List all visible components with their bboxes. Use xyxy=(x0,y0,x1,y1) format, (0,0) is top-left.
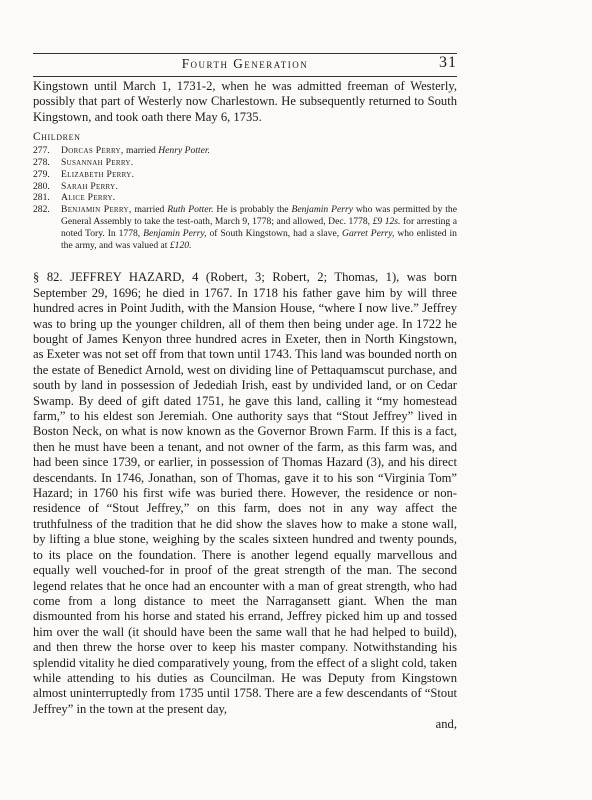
child-text xyxy=(61,204,457,251)
child-name: Elizabeth Perry. xyxy=(61,168,135,180)
child-text xyxy=(61,157,457,169)
child-name: Sarah Perry. xyxy=(61,180,119,192)
catchword: and, xyxy=(435,717,457,732)
child-number: 282. xyxy=(33,204,50,216)
child-text-part: who was permitted by the General Assembly to take the test-oath, March 9, 1778; and allowed, Dec. 1778, xyxy=(61,204,457,227)
child-number: 279. xyxy=(33,168,50,180)
child-italic-part: £120. xyxy=(169,239,192,251)
child-text xyxy=(61,181,457,193)
child-number: 281. xyxy=(33,192,50,204)
page-body xyxy=(33,79,457,733)
children-list xyxy=(33,145,457,251)
child-item xyxy=(33,145,457,157)
child-text xyxy=(61,169,457,181)
child-rest: married xyxy=(126,145,159,157)
child-text-part: who enlisted in the army, and was valued at xyxy=(61,227,457,251)
child-item xyxy=(33,192,457,204)
child-number: 280. xyxy=(33,180,50,192)
child-text xyxy=(61,192,457,204)
child-name: Dorcas Perry, xyxy=(61,145,124,157)
child-item xyxy=(33,181,457,193)
child-item xyxy=(33,169,457,181)
header-top-rule xyxy=(33,53,457,54)
header-bottom-rule xyxy=(33,76,457,77)
child-text-part: for arresting a noted Tory. In 1778, xyxy=(61,216,457,239)
child-item xyxy=(33,157,457,169)
child-text xyxy=(61,145,457,157)
child-item xyxy=(33,204,457,251)
child-number: 277. xyxy=(33,145,50,157)
intro-paragraph: Kingstown until March 1, 1731-2, when he was admitted freeman of Westerly, possibly that part of Westerly now Charlestown. He subsequently returned to South Kingstown, and took oath there May 6, 1735. xyxy=(33,79,457,124)
running-head: Fourth Generation xyxy=(181,56,309,71)
section-82 xyxy=(33,270,457,732)
child-name: Alice Perry. xyxy=(61,192,116,204)
child-italic-part: Ruth Potter. xyxy=(167,204,214,216)
child-name: Benjamin Perry, xyxy=(61,204,132,216)
child-text-part: of South Kingstown, had a slave, xyxy=(206,227,343,239)
child-italic-part: Benjamin Perry xyxy=(291,204,353,216)
child-italic-part: Garret Perry, xyxy=(342,227,395,239)
child-number: 278. xyxy=(33,157,50,169)
page-header xyxy=(33,55,457,75)
child-text-part: married xyxy=(134,204,168,216)
child-italic-part: £9 12s. xyxy=(372,216,401,227)
section-paragraph: § 82. JEFFREY HAZARD, 4 (Robert, 3; Robert, 2; Thomas, 1), was born September 29, 1696; he died in 1767. In 1718 his father gave him by will three hundred acres in Point Judith, with the Mansion House, “where I now live.” Jeffrey was to bring up the younger children, all of them then being under age. In 1722 he bought of James Kenyon three hundred acres in Exeter, then in North Kingstown, as Exeter was not set off from that town until 1743. This land was bounded north on the estate of Benedict Arnold, west on dividing line of Pettaquamscut purchase, and south by land in possession of Jedediah Irish, east by undivided land, or on Cedar Swamp. By deed of gift dated 1751, he gave this land, calling it “my homestead farm,” to his eldest son Jeremiah. One authority says that “Stout Jeffrey” lived in Boston Neck, on what is now known as the Governor Brown Farm. If this is a fact, then he must have been a tenant, and not owner of the farm, as this farm was, and had been since 1739, or earlier, in possession of Thomas Hazard (3), and his direct descendants. In 1746, Jonathan, son of Thomas, gave it to his son “Virginia Tom” Hazard; in 1760 his first wife was buried there. However, the residence or non-residence of “Stout Jeffrey,” on this farm, does not in any way affect the truthfulness of the tradition that he did show the slaves how to make a stone wall, by lifting a blue stone, weighing by the scales sixteen hundred and twenty pounds, to its place on the foundation. There is another legend equally marvellous and equally well vouched-for in proof of the great strength of the man. The second legend relates that he once had an encounter with a man of great strength, who had come from a long distance to meet the Narragansett giant. When the man dismounted from his horse and stated his errand, Jeffrey picked him up and tossed him over the wall (it should have been the same wall that he had helped to build), and then threw the horse over to keep his master company. Notwithstanding his splendid vitality he died comparatively young, from the effect of a slight cold, taken while attending to his duties as Councilman. He was Deputy from Kingstown almost uninterruptedly from 1735 until 1758. There are a few descendants of “Stout Jeffrey” in the town at the present day, xyxy=(33,270,457,716)
children-title: Children xyxy=(33,131,81,144)
child-text-part: He is probably the xyxy=(213,204,292,216)
child-name: Susannah Perry. xyxy=(61,157,134,169)
child-spouse: Henry Potter. xyxy=(158,145,210,157)
child-italic-part: Benjamin Perry, xyxy=(143,227,207,239)
page-number: 31 xyxy=(439,54,457,71)
